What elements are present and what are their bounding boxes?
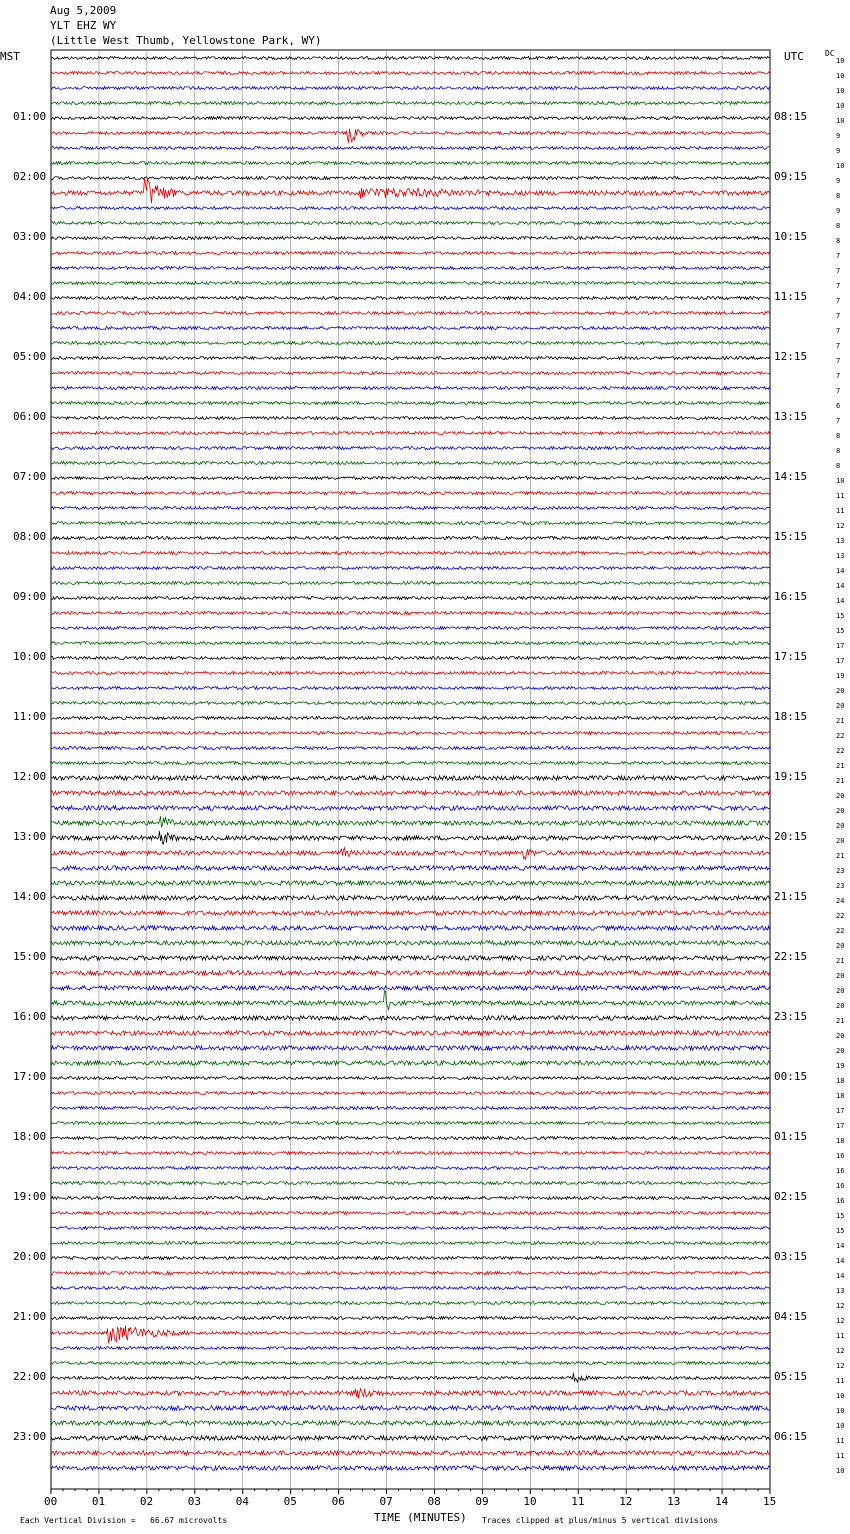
right-hour-label: 11:15 [774,290,808,303]
dc-offset-label: 22 [836,912,845,920]
dc-offset-label: 24 [836,897,845,905]
right-hour-label: 01:15 [774,1130,808,1143]
station-location: (Little West Thumb, Yellowstone Park, WY) [50,34,322,47]
left-timezone-label: MST [0,50,20,63]
dc-offset-label: 7 [836,297,841,305]
left-hour-label: 23:00 [13,1430,47,1443]
right-hour-label: 00:15 [774,1070,808,1083]
trace-line [52,941,770,945]
trace-line [52,702,770,705]
right-hour-label: 16:15 [774,590,808,603]
right-hour-label: 06:15 [774,1430,808,1443]
trace-line [52,848,770,860]
trace-line [52,1389,770,1399]
dc-offset-label: 16 [836,1167,845,1175]
dc-offset-label: 8 [836,447,841,455]
trace-line [52,222,770,225]
dc-offset-label: 7 [836,312,841,320]
trace-line [52,816,770,827]
right-hour-label: 17:15 [774,650,808,663]
right-hour-label: 08:15 [774,110,808,123]
dc-offset-label: 9 [836,132,841,140]
dc-offset-label: 17 [836,657,845,665]
trace-line [52,991,770,1011]
x-axis-title: TIME (MINUTES) [374,1511,467,1524]
x-tick-label: 05 [283,1495,297,1508]
dc-offset-label: 21 [836,852,845,860]
dc-offset-label: 14 [836,597,845,605]
trace-line [52,327,770,330]
dc-offset-label: 14 [836,567,845,575]
trace-line [52,417,770,420]
right-hour-label: 21:15 [774,890,808,903]
trace-line [52,477,770,480]
dc-offset-label: 16 [836,1182,845,1190]
left-hour-label: 11:00 [13,710,47,723]
trace-line [52,791,770,795]
trace-line [52,372,770,375]
trace-line [52,747,770,750]
scale-note: Each Vertical Division = 66.67 microvolts [20,1516,228,1525]
right-hour-label: 22:15 [774,950,808,963]
trace-line [52,1362,770,1365]
dc-offset-label: 22 [836,927,845,935]
trace-line [52,102,770,105]
trace-line [52,1272,770,1275]
x-tick-label: 08 [427,1495,441,1508]
trace-line [52,657,770,660]
trace-line [52,117,770,120]
trace-line [52,627,770,630]
trace-line [52,207,770,210]
dc-offset-label: 9 [836,177,841,185]
dc-offset-label: 20 [836,792,845,800]
clip-note: Traces clipped at plus/minus 5 vertical divisions [482,1516,719,1525]
left-hour-label: 16:00 [13,1010,47,1023]
trace-line [52,866,770,870]
dc-offset-label: 10 [836,1467,845,1475]
trace-line [52,87,770,90]
dc-offset-label: 22 [836,747,845,755]
x-tick-label: 10 [523,1495,537,1508]
trace-line [52,1317,770,1320]
x-tick-label: 09 [475,1495,489,1508]
trace-line [52,282,770,285]
trace-line [52,1197,770,1200]
trace-line [52,1061,770,1065]
trace-line [52,1436,770,1440]
trace-line [52,1182,770,1185]
dc-offset-label: 11 [836,492,845,500]
dc-offset-label: 21 [836,957,845,965]
dc-offset-label: 12 [836,522,845,530]
trace-line [52,1373,770,1382]
left-hour-label: 10:00 [13,650,47,663]
trace-line [52,896,770,900]
dc-offset-label: 20 [836,837,845,845]
right-hour-label: 18:15 [774,710,808,723]
trace-line [52,552,770,555]
dc-offset-label: 9 [836,207,841,215]
trace-line [52,612,770,615]
dc-offset-label: 20 [836,687,845,695]
station-code: YLT EHZ WY [50,19,117,32]
dc-offset-label: 20 [836,972,845,980]
dc-offset-label: 10 [836,72,845,80]
right-hour-label: 13:15 [774,410,808,423]
dc-offset-label: 7 [836,357,841,365]
trace-line [52,1257,770,1260]
dc-offset-label: 17 [836,1122,845,1130]
left-hour-label: 12:00 [13,770,47,783]
trace-line [52,1137,770,1140]
dc-offset-label: 7 [836,417,841,425]
left-hour-label: 02:00 [13,170,47,183]
dc-offset-label: 7 [836,387,841,395]
dc-offset-label: 12 [836,1347,845,1355]
dc-offset-label: 20 [836,822,845,830]
x-tick-label: 04 [235,1495,249,1508]
trace-line [52,732,770,735]
trace-line [52,297,770,300]
dc-offset-label: 6 [836,402,841,410]
trace-line [52,1287,770,1290]
left-hour-label: 20:00 [13,1250,47,1263]
trace-line [52,402,770,405]
left-hour-label: 04:00 [13,290,47,303]
trace-line [52,597,770,600]
dc-offset-label: 7 [836,342,841,350]
dc-offset-label: 14 [836,1257,845,1265]
trace-line [52,1242,770,1245]
trace-line [52,881,770,885]
trace-line [52,1122,770,1125]
dc-offset-label: 23 [836,867,845,875]
x-tick-label: 14 [715,1495,729,1508]
dc-offset-label: 10 [836,117,845,125]
dc-offset-label: 11 [836,1452,845,1460]
left-hour-label: 21:00 [13,1310,47,1323]
x-tick-label: 11 [571,1495,585,1508]
x-tick-label: 02 [139,1495,154,1508]
dc-offset-label: 8 [836,237,841,245]
trace-line [52,57,770,60]
left-hour-label: 09:00 [13,590,47,603]
dc-offset-label: 10 [836,1392,845,1400]
trace-line [52,432,770,435]
trace-line [52,1031,770,1035]
x-tick-label: 15 [763,1495,777,1508]
dc-offset-label: 15 [836,627,845,635]
dc-offset-label: 8 [836,192,841,200]
trace-line [52,147,770,150]
trace-line [52,1326,770,1344]
left-hour-label: 19:00 [13,1190,47,1203]
trace-line [52,582,770,585]
dc-offset-label: 14 [836,582,845,590]
dc-offset-label: 22 [836,732,845,740]
trace-line [52,1466,770,1470]
dc-offset-label: 12 [836,1302,845,1310]
trace-line [52,312,770,315]
dc-offset-label: 13 [836,1287,845,1295]
left-hour-label: 06:00 [13,410,47,423]
right-hour-label: 20:15 [774,830,808,843]
trace-line [52,492,770,495]
right-hour-label: 12:15 [774,350,808,363]
dc-offset-label: 13 [836,552,845,560]
left-hour-label: 15:00 [13,950,47,963]
dc-offset-label: 16 [836,1197,845,1205]
trace-line [52,342,770,345]
trace-line [52,252,770,255]
dc-offset-label: 21 [836,762,845,770]
x-tick-label: 07 [379,1495,393,1508]
left-hour-label: 07:00 [13,470,47,483]
dc-offset-label: 10 [836,57,845,65]
trace-line [52,1046,770,1050]
trace-line [52,642,770,645]
left-hour-label: 14:00 [13,890,47,903]
right-hour-label: 05:15 [774,1370,808,1383]
dc-offset-label: 16 [836,1152,845,1160]
dc-header-label: DC [825,49,835,58]
trace-line [52,1406,770,1410]
dc-offset-label: 15 [836,612,845,620]
right-hour-label: 03:15 [774,1250,808,1263]
right-hour-label: 19:15 [774,770,808,783]
left-hour-label: 18:00 [13,1130,47,1143]
left-hour-label: 22:00 [13,1370,47,1383]
trace-line [52,447,770,450]
trace-line [52,1347,770,1350]
dc-offset-label: 20 [836,702,845,710]
trace-line [52,567,770,570]
right-hour-label: 23:15 [774,1010,808,1023]
trace-line [52,267,770,270]
right-timezone-label: UTC [784,50,804,63]
dc-offset-label: 10 [836,1407,845,1415]
dc-offset-label: 13 [836,537,845,545]
dc-offset-label: 11 [836,1332,845,1340]
trace-line [52,956,770,960]
trace-line [52,178,770,203]
trace-line [52,237,770,240]
trace-line [52,971,770,975]
dc-offset-label: 7 [836,282,841,290]
dc-offset-label: 9 [836,147,841,155]
left-hour-label: 17:00 [13,1070,47,1083]
left-hour-label: 03:00 [13,230,47,243]
dc-offset-label: 7 [836,372,841,380]
dc-offset-label: 18 [836,1092,845,1100]
dc-offset-label: 10 [836,102,845,110]
trace-line [52,672,770,675]
trace-line [52,162,770,165]
trace-line [52,831,770,844]
trace-line [52,387,770,390]
dc-offset-label: 8 [836,462,841,470]
dc-offset-label: 14 [836,1242,845,1250]
trace-line [52,522,770,525]
trace-line [52,717,770,720]
right-hour-label: 09:15 [774,170,808,183]
x-tick-label: 00 [44,1495,58,1508]
left-hour-label: 05:00 [13,350,47,363]
dc-offset-label: 17 [836,1107,845,1115]
trace-line [52,762,770,765]
dc-offset-label: 11 [836,507,845,515]
trace-line [52,462,770,465]
trace-line [52,986,770,990]
dc-offset-label: 21 [836,717,845,725]
plot-date: Aug 5,2009 [50,4,117,17]
trace-line [52,1016,770,1020]
dc-offset-label: 21 [836,777,845,785]
dc-offset-label: 12 [836,1317,845,1325]
dc-offset-label: 10 [836,162,845,170]
dc-offset-label: 17 [836,642,845,650]
trace-line [52,1077,770,1080]
dc-offset-label: 23 [836,882,845,890]
dc-offset-label: 10 [836,87,845,95]
trace-line [52,357,770,360]
dc-offset-label: 19 [836,672,845,680]
trace-line [52,177,770,180]
trace-line [52,687,770,690]
trace-line [52,1152,770,1155]
x-tick-label: 12 [619,1495,633,1508]
trace-line [52,1302,770,1305]
trace-line [52,1212,770,1215]
dc-offset-label: 11 [836,1377,845,1385]
dc-offset-label: 18 [836,1137,845,1145]
right-hour-label: 14:15 [774,470,808,483]
right-hour-label: 10:15 [774,230,808,243]
dc-offset-label: 10 [836,477,845,485]
dc-offset-label: 10 [836,1422,845,1430]
trace-line [52,1451,770,1455]
dc-offset-label: 11 [836,1437,845,1445]
trace-line [52,776,770,780]
trace-line [52,1092,770,1095]
dc-offset-label: 20 [836,1002,845,1010]
trace-line [52,911,770,915]
dc-offset-label: 21 [836,1017,845,1025]
trace-line [52,1167,770,1170]
trace-line [52,1421,770,1425]
dc-offset-label: 20 [836,1047,845,1055]
trace-line [52,537,770,540]
dc-offset-label: 7 [836,252,841,260]
left-hour-label: 01:00 [13,110,47,123]
dc-offset-label: 7 [836,267,841,275]
dc-offset-label: 8 [836,222,841,230]
trace-line [52,129,770,143]
x-tick-label: 03 [187,1495,202,1508]
trace-line [52,1107,770,1110]
dc-offset-label: 18 [836,1077,845,1085]
dc-offset-label: 8 [836,432,841,440]
x-tick-label: 01 [91,1495,106,1508]
x-tick-label: 13 [667,1495,681,1508]
dc-offset-label: 20 [836,1032,845,1040]
x-tick-label: 06 [331,1495,345,1508]
trace-line [52,926,770,930]
dc-offset-label: 20 [836,807,845,815]
trace-line [52,1227,770,1230]
right-hour-label: 02:15 [774,1190,808,1203]
dc-offset-label: 12 [836,1362,845,1370]
right-hour-label: 15:15 [774,530,808,543]
trace-line [52,806,770,810]
dc-offset-label: 7 [836,327,841,335]
dc-offset-label: 20 [836,942,845,950]
dc-offset-label: 19 [836,1062,845,1070]
dc-offset-label: 15 [836,1212,845,1220]
trace-line [52,507,770,510]
left-hour-label: 13:00 [13,830,47,843]
dc-offset-label: 14 [836,1272,845,1280]
left-hour-label: 08:00 [13,530,47,543]
dc-offset-label: 20 [836,987,845,995]
right-hour-label: 04:15 [774,1310,808,1323]
trace-line [52,72,770,75]
dc-offset-label: 15 [836,1227,845,1235]
